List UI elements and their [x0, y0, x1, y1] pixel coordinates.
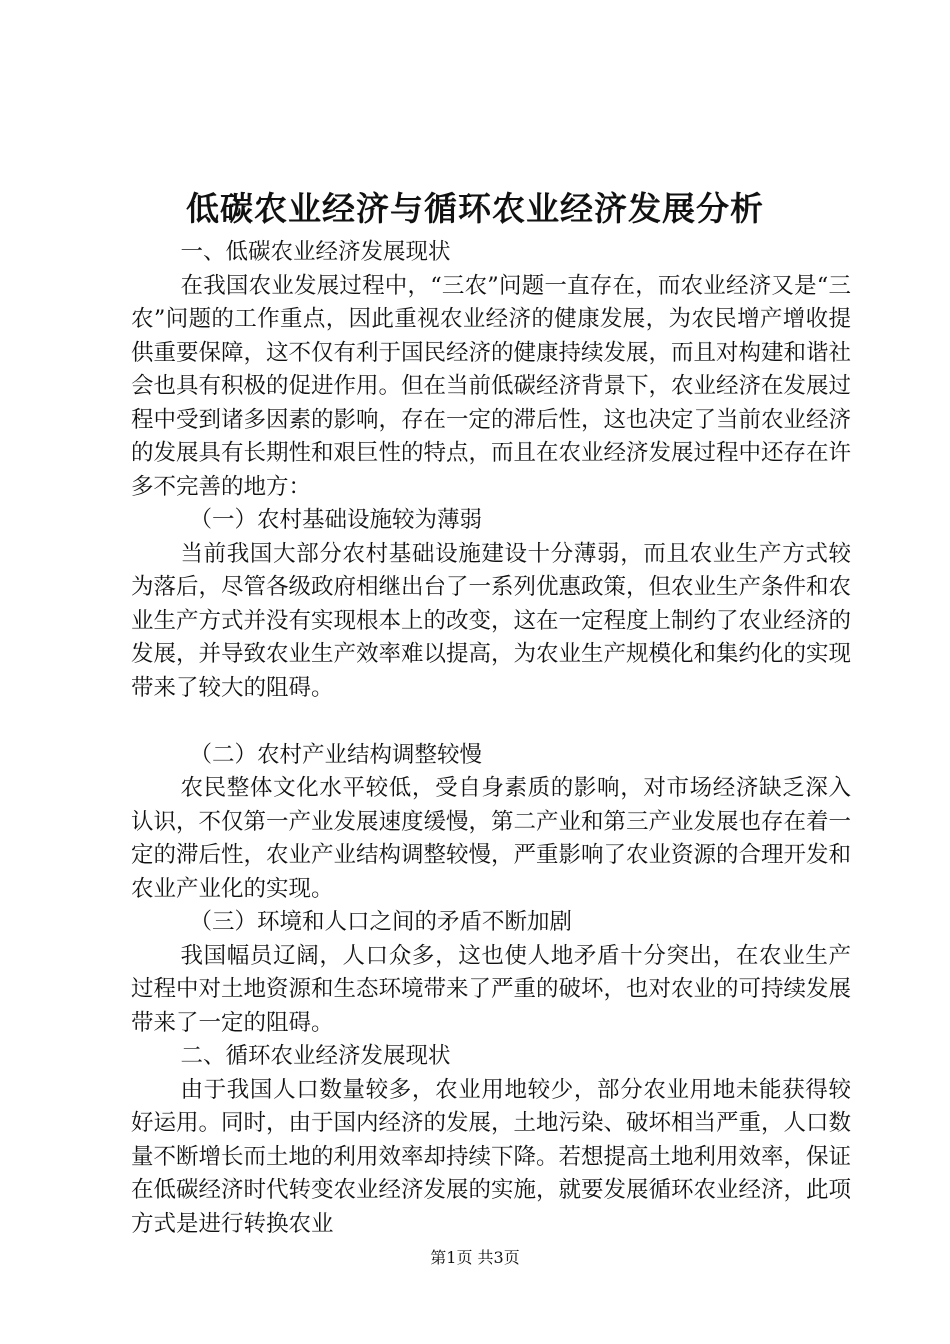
subsection-heading: （二）农村产业结构调整较慢: [189, 741, 483, 768]
subsection-heading: （三）环境和人口之间的矛盾不断加剧: [189, 909, 573, 935]
paragraph: 农民整体文化水平较低，受自身素质的影响，对市场经济缺乏深入认识，不仅第一产业发展速度缓慢，第二产业和第三产业发展也存在着一定的滞后性，农业产业结构调整较慢，严重影响了农业资源的合理开发和农业产业化的实现。: [131, 775, 852, 902]
blank-line: [131, 705, 851, 739]
document-body: [131, 236, 851, 1241]
paragraph: 由于我国人口数量较多，农业用地较少，部分农业用地未能获得较好运用。同时，由于国内经济的发展，土地污染、破坏相当严重，人口数量不断增长而土地的利用效率却持续下降。若想提高土地利用效率，保证在低碳经济时代转变农业经济发展的实施，就要发展循环农业经济，此项方式是进行转换农业: [131, 1076, 852, 1237]
paragraph: 当前我国大部分农村基础设施建设十分薄弱，而且农业生产方式较为落后，尽管各级政府相继出台了一系列优惠政策，但农业生产条件和农业生产方式并没有实现根本上的改变，这在一定程度上制约了农业经济的发展，并导致农业生产效率难以提高，为农业生产规模化和集约化的实现带来了较大的阻碍。: [131, 540, 852, 701]
section-heading: 一、低碳农业经济发展现状: [180, 239, 451, 265]
section-heading: 二、循环农业经济发展现状: [180, 1043, 451, 1069]
page-footer: 第1页 共3页: [430, 1248, 520, 1267]
subsection-heading: （一）农村基础设施较为薄弱: [189, 507, 483, 533]
document-title: 低碳农业经济与循环农业经济发展分析: [186, 189, 764, 228]
paragraph: 在我国农业发展过程中，“三农”问题一直存在，而农业经济又是“三农”问题的工作重点，因此重视农业经济的健康发展，为农民增产增收提供重要保障，这不仅有利于国民经济的健康持续发展，而且对构建和谐社会也具有积极的促进作用。但在当前低碳经济背景下，农业经济在发展过程中受到诸多因素的影响，存在一定的滞后性，这也决定了当前农业经济的发展具有长期性和艰巨性的特点，而且在农业经济发展过程中还存在许多不完善的地方：: [131, 272, 852, 500]
paragraph: 我国幅员辽阔，人口众多，这也使人地矛盾十分突出，在农业生产过程中对土地资源和生态环境带来了严重的破坏，也对农业的可持续发展带来了一定的阻碍。: [131, 942, 852, 1036]
